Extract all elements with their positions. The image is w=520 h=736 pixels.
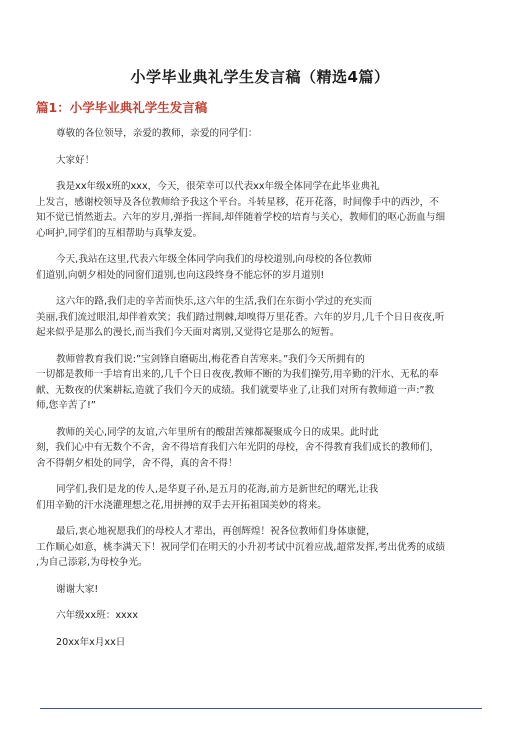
paragraph-line: 们道别,向朝夕相处的同窗们道别,也向这段终身不能忘怀的岁月道别!: [36, 269, 325, 281]
document-body: [36, 126, 488, 661]
paragraph-line: 工作顺心如意，桃李满天下！祝同学们在明天的小升初考试中沉着应战,超常发挥,考出优秀的成绩: [36, 541, 446, 553]
paragraph-line: 知不觉已悄然逝去。六年的岁月,弹指一挥间,却伴随着学校的培育与关心，教师们的呕心沥血与细: [36, 212, 446, 223]
paragraph-line: 献、无数夜的伏案耕耘,造就了我们今天的成绩。我们就要毕业了,让我们对所有教师道一声:”教: [36, 384, 435, 396]
paragraph: [36, 252, 488, 283]
paragraph-line: 尊敬的各位领导，亲爱的教师，亲爱的同学们：: [56, 128, 258, 139]
paragraph-line: 美丽,我们流过眼泪,却伴着欢笑；我们踏过荆棘,却嗅得万里花香。六年的岁月,几千个日日夜夜,听: [36, 311, 445, 323]
paragraph-line: ,为自己添彩,为母校争光。: [36, 557, 148, 568]
paragraph-line: 大家好！: [56, 154, 95, 166]
footer-divider: [40, 708, 482, 709]
paragraph: [36, 582, 488, 598]
paragraph: [36, 352, 488, 414]
paragraph: [36, 126, 488, 142]
paragraph-line: 教师的关心,同学的友谊,六年里所有的酸甜苦辣都凝聚成今日的成果。此时此: [56, 426, 379, 438]
paragraph: [36, 482, 488, 513]
paragraph-line: 最后,衷心地祝愿我们的母校人才辈出，再创辉煌！祝各位教师们身体康健，: [56, 526, 376, 537]
paragraph-line: 上发言，感谢校领导及各位教师给予我这个平台。斗转星移，花开花落，时间像手中的西沙，不: [36, 196, 439, 208]
section-heading: 篇1：小学毕业典礼学生发言稿: [36, 100, 208, 115]
paragraph-line: 谢谢大家!: [56, 583, 99, 595]
paragraph-line: 今天,我站在这里,代表六年级全体同学向我们的母校道别,向母校的各位教师: [56, 254, 373, 265]
paragraph-line: 一切都是教师一手培育出来的,几千个日日夜夜,教师不断的为我们操劳,用辛勤的汗水、无私的奉: [36, 369, 439, 380]
paragraph: [36, 153, 488, 169]
paragraph-line: 心呵护,同学们的互相帮助与真挚友爱。: [36, 227, 203, 239]
paragraph-line: 刻，我们心中有无数个不舍，舍不得培育我们六年光阴的母校，舍不得教育我们成长的教师们，: [36, 442, 439, 453]
paragraph: [36, 635, 488, 651]
paragraph-line: 舍不得朝夕相处的同学，舍不得，真的舍不得！: [36, 457, 238, 469]
page-title: 小学毕业典礼学生发言稿（精选4篇）: [130, 68, 390, 86]
paragraph-line: 教师曾教育我们说:”宝剑锋自磨砺出,梅花香自苦寒来。”我们今天所拥有的: [56, 353, 365, 365]
paragraph: [36, 524, 488, 571]
paragraph: [36, 608, 488, 624]
paragraph: [36, 179, 488, 241]
paragraph-line: 20xx年x月xx日: [56, 636, 126, 648]
paragraph: [36, 294, 488, 341]
paragraph-line: 六年级xx班：xxxx: [56, 610, 139, 621]
paragraph-line: 们用辛勤的汗水浇灌理想之花,用拼搏的双手去开拓祖国美妙的将来。: [36, 499, 327, 511]
paragraph-line: 我是xx年级x班的xxx，今天，很荣幸可以代表xx年级全体同学在此毕业典礼: [56, 181, 380, 192]
paragraph-line: 师,您辛苦了!”: [36, 400, 96, 411]
paragraph-line: 这六年的路,我们走的辛苦而快乐,这六年的生活,我们在东街小学过的充实而: [56, 296, 373, 307]
paragraph-line: 同学们,我们是龙的传人,是华夏子孙,是五月的花海,前方是新世纪的曙光,让我: [56, 484, 379, 495]
paragraph: [36, 425, 488, 472]
paragraph-line: 起来似乎是那么的漫长,而当我们今天面对离别,又觉得它是那么的短暂。: [36, 327, 340, 338]
